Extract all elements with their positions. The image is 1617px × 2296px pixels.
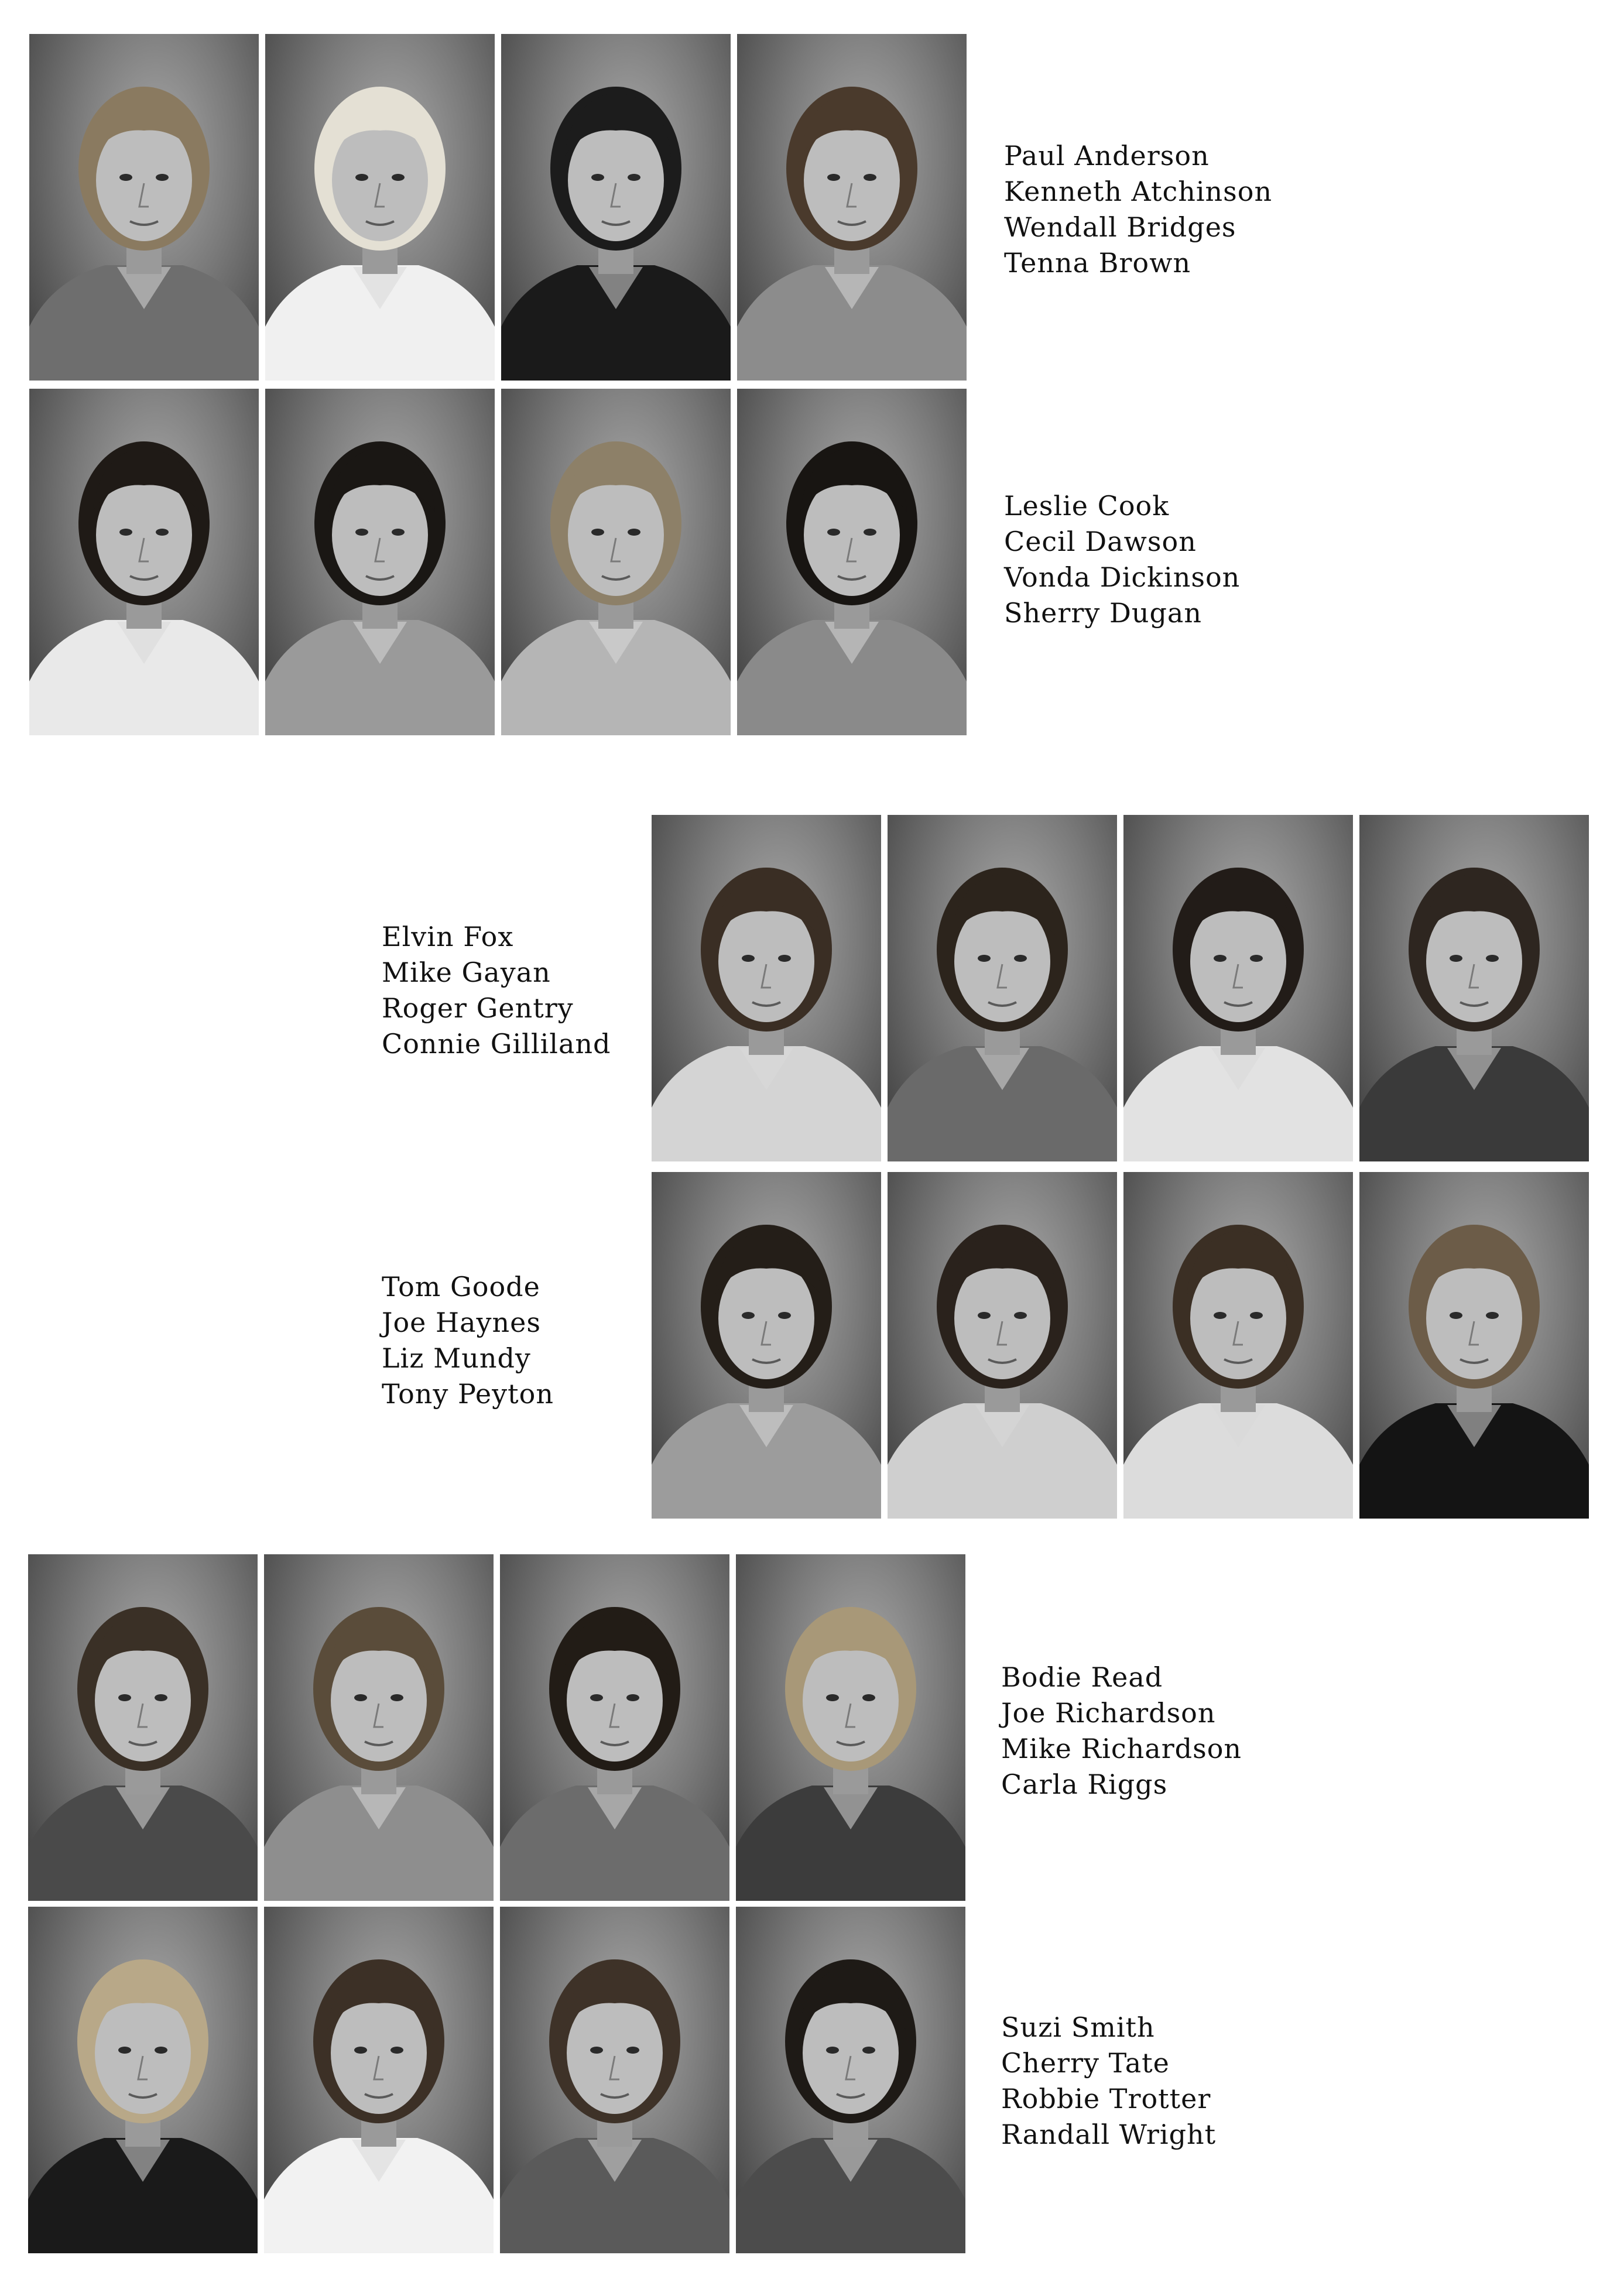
portrait-image <box>888 1172 1117 1519</box>
portrait-image <box>1359 815 1589 1161</box>
student-portrait <box>28 1554 258 1901</box>
student-portrait <box>737 34 967 381</box>
portrait-image <box>1123 1172 1353 1519</box>
name-list-row-3 <box>382 919 611 1062</box>
student-portrait <box>736 1554 965 1901</box>
portrait-image <box>652 815 881 1161</box>
student-name: Elvin Fox <box>382 921 514 952</box>
student-name: Tony Peyton <box>382 1378 554 1410</box>
portrait-image <box>1359 1172 1589 1519</box>
student-name: Tenna Brown <box>1004 247 1191 279</box>
student-portrait <box>264 1907 494 2253</box>
name-list-row-1 <box>1004 138 1272 281</box>
student-portrait <box>1123 815 1353 1161</box>
student-portrait <box>501 389 731 735</box>
student-portrait <box>1359 815 1589 1161</box>
student-name: Cherry Tate <box>1001 2047 1170 2079</box>
photo-block-2 <box>0 815 1617 1517</box>
student-name: Connie Gilliland <box>382 1028 611 1060</box>
student-portrait <box>501 34 731 381</box>
name-list-row-6 <box>1001 2010 1216 2153</box>
student-portrait <box>265 389 495 735</box>
student-portrait <box>652 1172 881 1519</box>
student-name: Carla Riggs <box>1001 1769 1168 1800</box>
portrait-image <box>737 34 967 381</box>
student-name: Roger Gentry <box>382 992 574 1024</box>
portrait-image <box>29 389 259 735</box>
name-list-row-2 <box>1004 488 1240 631</box>
student-portrait <box>28 1907 258 2253</box>
name-list-row-5 <box>1001 1660 1242 1802</box>
student-portrait <box>737 389 967 735</box>
portrait-image <box>888 815 1117 1161</box>
student-name: Robbie Trotter <box>1001 2083 1211 2115</box>
portrait-image <box>736 1907 965 2253</box>
portrait-image <box>501 34 731 381</box>
photo-row-6 <box>28 1907 966 2253</box>
photo-block-1 <box>29 34 1376 736</box>
student-name: Wendall Bridges <box>1004 211 1236 243</box>
portrait-image <box>501 389 731 735</box>
student-portrait <box>500 1554 729 1901</box>
photo-row-2 <box>29 389 967 735</box>
student-portrait <box>888 1172 1117 1519</box>
student-name: Randall Wright <box>1001 2119 1217 2150</box>
portrait-image <box>1123 815 1353 1161</box>
portrait-image <box>28 1907 258 2253</box>
student-name: Liz Mundy <box>382 1342 531 1374</box>
student-portrait <box>29 34 259 381</box>
student-portrait <box>500 1907 729 2253</box>
photo-row-4 <box>652 1172 1589 1519</box>
portrait-image <box>265 389 495 735</box>
student-name: Tom Goode <box>382 1271 540 1303</box>
student-portrait <box>1123 1172 1353 1519</box>
portrait-image <box>652 1172 881 1519</box>
student-name: Bodie Read <box>1001 1661 1163 1693</box>
photo-block-3 <box>28 1554 1375 2257</box>
student-portrait <box>652 815 881 1161</box>
student-name: Mike Richardson <box>1001 1733 1242 1764</box>
student-name: Cecil Dawson <box>1004 526 1197 557</box>
portrait-image <box>265 34 495 381</box>
portrait-image <box>264 1554 494 1901</box>
student-name: Joe Haynes <box>382 1307 541 1338</box>
student-name: Suzi Smith <box>1001 2011 1155 2043</box>
portrait-image <box>28 1554 258 1901</box>
portrait-image <box>736 1554 965 1901</box>
photo-row-1 <box>29 34 967 381</box>
portrait-image <box>29 34 259 381</box>
photo-row-3 <box>652 815 1589 1161</box>
student-name: Joe Richardson <box>1001 1697 1216 1729</box>
student-portrait <box>888 815 1117 1161</box>
portrait-image <box>500 1907 729 2253</box>
student-portrait <box>736 1907 965 2253</box>
portrait-image <box>264 1907 494 2253</box>
portrait-image <box>500 1554 729 1901</box>
student-name: Leslie Cook <box>1004 490 1170 522</box>
student-portrait <box>1359 1172 1589 1519</box>
student-name: Kenneth Atchinson <box>1004 176 1273 207</box>
student-portrait <box>264 1554 494 1901</box>
student-name: Mike Gayan <box>382 957 551 988</box>
student-name: Paul Anderson <box>1004 140 1210 172</box>
student-portrait <box>265 34 495 381</box>
photo-row-5 <box>28 1554 966 1901</box>
student-name: Vonda Dickinson <box>1004 561 1241 593</box>
student-name: Sherry Dugan <box>1004 597 1202 629</box>
portrait-image <box>737 389 967 735</box>
name-list-row-4 <box>382 1269 554 1412</box>
student-portrait <box>29 389 259 735</box>
